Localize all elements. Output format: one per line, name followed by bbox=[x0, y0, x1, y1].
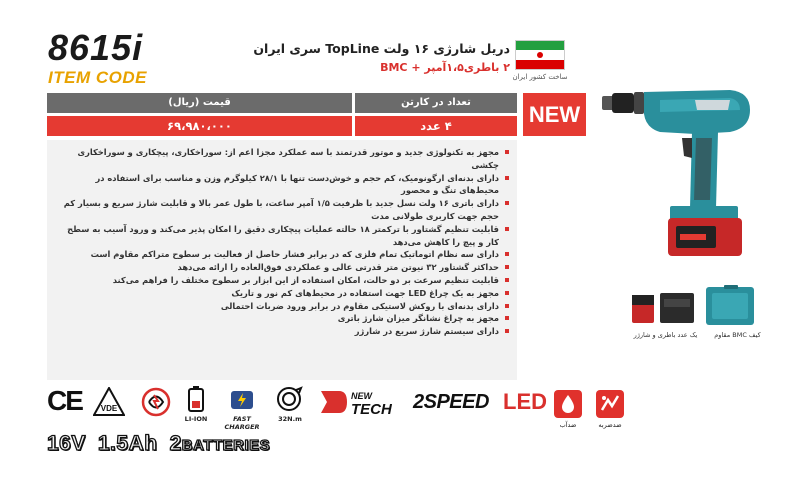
battery-charger-caption: یک عدد باطری و شارژر bbox=[633, 331, 698, 339]
led-logo: LED bbox=[503, 389, 547, 414]
capacity-spec: 1.5Ah bbox=[97, 432, 158, 455]
drill-image bbox=[600, 88, 760, 263]
features-list bbox=[47, 140, 517, 380]
item-code-label: ITEM CODE bbox=[48, 68, 147, 87]
feature-item: دارای بدنه‌ای ارگونومیک، کم حجم و خوش‌دست تنها با ۲۸/۱ کیلوگرم وزن و مناسب برای استفاده در محیط‌های تنگ و محصور bbox=[57, 172, 509, 198]
price-value: ۶۹،۹۸۰،۰۰۰ bbox=[47, 116, 352, 136]
product-title-block bbox=[180, 40, 510, 76]
feature-item: قابلیت تنظیم سرعت بر دو حالت، امکان استفاده از این ابزار بر سطوح مختلف را فراهم می‌کند bbox=[57, 274, 509, 287]
feature-item: دارای باتری ۱۶ ولت نسل جدید با ظرفیت ۱/۵ آمپر ساعت، با طول عمر بالا و قابلیت شارژ سریع و بسیار کم حجم جهت کاربری طولانی مدت bbox=[57, 197, 509, 223]
model-number: 8615i bbox=[48, 27, 144, 68]
feature-item: مجهز به یک چراغ LED جهت استفاده در محیط‌های کم نور و تاریک bbox=[57, 287, 509, 300]
qty-value: ۴ عدد bbox=[355, 116, 517, 136]
fast-charger-icon bbox=[227, 385, 257, 413]
vde-label: VDE bbox=[100, 404, 118, 413]
fast-charger-caption: FAST CHARGER bbox=[224, 415, 260, 431]
feature-item: قابلیت تنظیم گشتاور با ترکمتر ۱۸ حالته عملیات پیچکاری دقیق را امکان پذیر می‌کند و ورود آسیب به سطح کار و پیچ را کاهش می‌دهد bbox=[57, 223, 509, 249]
voltage-spec: 16V bbox=[47, 432, 86, 455]
price-header: قیمت (ریال) bbox=[47, 93, 352, 113]
waterproof-icon bbox=[554, 390, 582, 418]
shockproof-caption: ضدضربه bbox=[598, 421, 622, 429]
torque-icon bbox=[275, 385, 303, 413]
new-tech-top-label: NEW bbox=[351, 391, 372, 401]
vde-mark-icon bbox=[93, 387, 125, 417]
batteries-label: BATTERIES bbox=[181, 437, 271, 454]
feature-item: دارای بدنه‌ای با روکش لاستیکی مقاوم در برابر ورود ضربات احتمالی bbox=[57, 300, 509, 313]
ce-mark-icon: CE bbox=[47, 385, 82, 416]
qty-header: تعداد در کارتن bbox=[355, 93, 517, 113]
new-badge: NEW bbox=[523, 93, 586, 136]
case-caption: کیف BMC مقاوم bbox=[714, 331, 761, 339]
iran-flag-icon bbox=[515, 40, 565, 70]
made-in-label: ساخت کشور ایران bbox=[512, 73, 568, 81]
specs-row bbox=[47, 432, 282, 457]
li-ion-caption: LI-ION bbox=[184, 415, 208, 423]
price-table bbox=[47, 93, 517, 136]
accessories-image bbox=[628, 285, 758, 330]
shockproof-icon bbox=[596, 390, 624, 418]
two-speed-logo: 2SPEED bbox=[413, 391, 489, 413]
feature-item: حداکثر گشتاور ۳۲ نیوتن متر قدرتی عالی و عملکردی فوق‌العاده را ارائه می‌دهد bbox=[57, 261, 509, 274]
feature-item: مجهز به چراغ نشانگر میزان شارژ باتری bbox=[57, 312, 509, 325]
product-title: دریل شارژی ۱۶ ولت TopLine سری ایران bbox=[253, 41, 510, 56]
batteries-count: 2 bbox=[169, 432, 182, 455]
protection-icons bbox=[550, 390, 630, 430]
li-ion-battery-icon bbox=[183, 385, 209, 413]
waterproof-caption: ضدآب bbox=[559, 421, 577, 429]
torque-caption: 32N.m bbox=[278, 415, 302, 423]
product-subtitle: ۲ باطری۱،۵آمپر + BMC bbox=[380, 61, 510, 74]
new-tech-bottom-label: TECH bbox=[351, 401, 392, 417]
certification-icons-row bbox=[47, 383, 627, 433]
new-tech-logo-icon bbox=[319, 387, 407, 417]
feature-item: دارای سیستم شارژ سریع در شارژر bbox=[57, 325, 509, 338]
feature-item: مجهز به تکنولوژی جدید و موتور قدرتمند با سه عملکرد مجزا اعم از: سوراخکاری، پیچکاری و سوراخکاری چکشی bbox=[57, 146, 509, 172]
overload-protection-icon bbox=[141, 387, 171, 417]
feature-item: دارای سه نظام اتوماتیک تمام فلزی که در برابر فشار حاصل از فعالیت بر سطوح متراکم مقاوم است bbox=[57, 248, 509, 261]
